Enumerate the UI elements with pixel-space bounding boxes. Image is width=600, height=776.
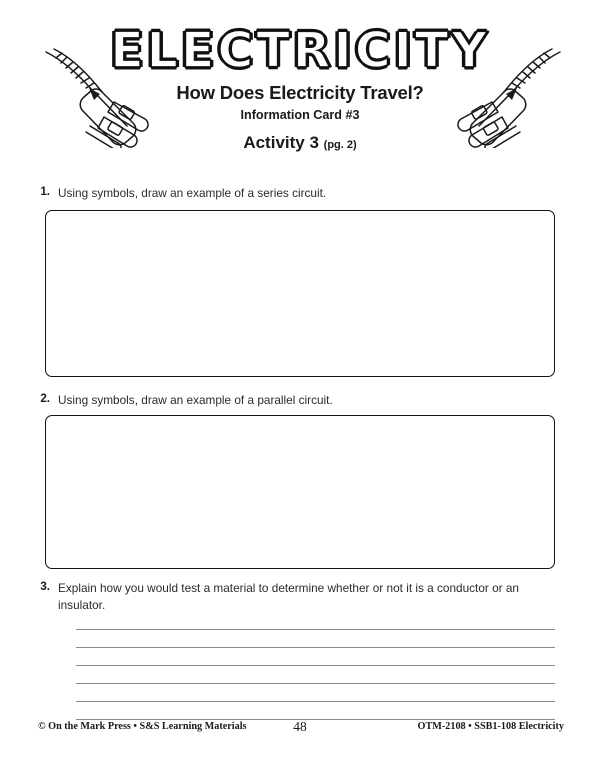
- write-line[interactable]: [76, 702, 555, 720]
- activity-page-ref: (pg. 2): [323, 139, 357, 151]
- activity-heading: [0, 133, 600, 153]
- answer-box-2[interactable]: [45, 415, 555, 569]
- footer-product-code: OTM-2108 • SSB1-108 Electricity: [417, 721, 564, 732]
- question-3-text: Explain how you would test a material to determine whether or not it is a conductor or an insulator.: [58, 581, 519, 613]
- activity-label: Activity 3: [243, 133, 319, 152]
- page-number: 48: [293, 719, 307, 734]
- write-line[interactable]: [76, 666, 555, 684]
- question-2-number: 2.: [40, 392, 50, 405]
- write-line[interactable]: [76, 630, 555, 648]
- page-footer: [0, 721, 600, 737]
- question-3: [28, 580, 528, 614]
- answer-box-1[interactable]: [45, 210, 555, 377]
- worksheet-title: ELECTRICITY: [110, 22, 490, 79]
- question-2-text: Using symbols, draw an example of a parallel circuit.: [58, 393, 333, 407]
- question-3-number: 3.: [40, 580, 50, 593]
- write-line[interactable]: [76, 612, 555, 630]
- write-line[interactable]: [76, 684, 555, 702]
- footer-copyright: © On the Mark Press • S&S Learning Materials: [38, 721, 247, 732]
- page-header: [0, 22, 600, 176]
- answer-lines: [76, 612, 555, 720]
- question-1: [28, 185, 548, 202]
- write-line[interactable]: [76, 648, 555, 666]
- title-block: [0, 22, 600, 153]
- question-2: [28, 392, 548, 409]
- worksheet-subtitle: How Does Electricity Travel?: [176, 82, 424, 103]
- information-card-label: Information Card #3: [240, 108, 360, 122]
- question-1-number: 1.: [40, 185, 50, 198]
- question-1-text: Using symbols, draw an example of a series circuit.: [58, 186, 327, 200]
